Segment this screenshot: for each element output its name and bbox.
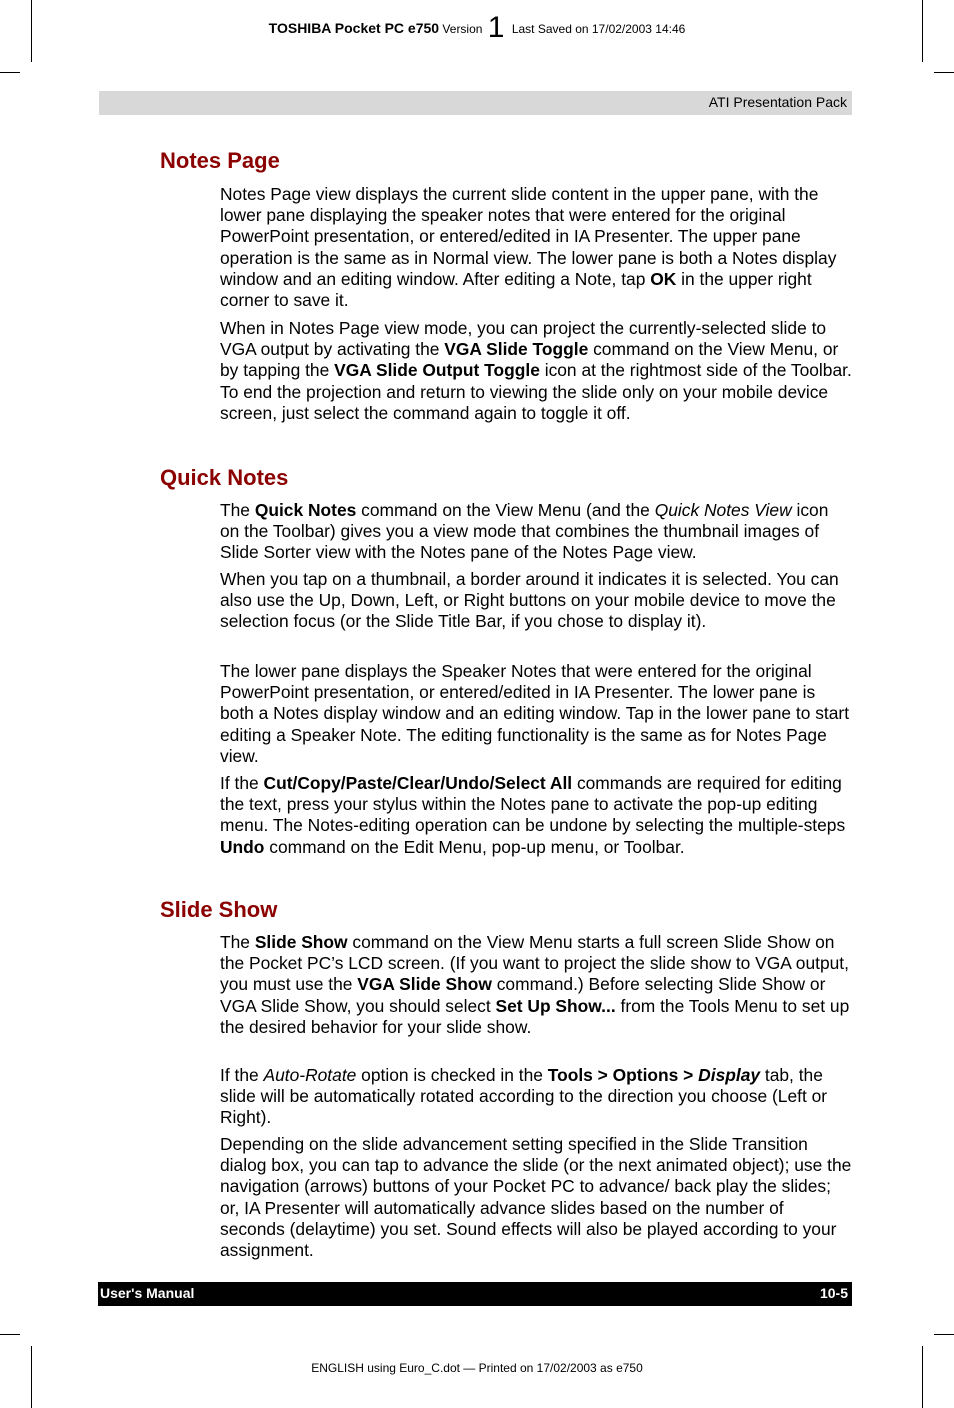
section-heading: Notes Page [160, 148, 280, 173]
version-number: 1 [487, 11, 505, 44]
crop-mark [0, 72, 20, 73]
crop-mark [934, 1334, 954, 1335]
paragraph: Depending on the slide advancement setting specified in the Slide Transition dialog box, you can tap to advance the slide (or the next animated object); use the navigation (arrows) buttons of your Pocket PC to advance/ back play the slides; or, IA Presenter will automatically advance slides based on the number of seconds (delaytime) you set. Sound effects will also be played according to your assignment. [220, 1134, 852, 1261]
section-heading: Quick Notes [160, 465, 289, 490]
header-section-title: ATI Presentation Pack [708, 94, 847, 110]
page-number: 10-5 [819, 1285, 848, 1301]
crop-mark [934, 72, 954, 73]
section-heading: Slide Show [160, 897, 278, 922]
paragraph: The Quick Notes command on the View Menu (and the Quick Notes View icon on the Toolbar) gives you a view mode that combines the thumbnail images of Slide Sorter view with the Notes pane of the Notes Page view. [220, 500, 829, 563]
running-footer [98, 1282, 852, 1306]
paragraph: The lower pane displays the Speaker Notes that were entered for the original PowerPoint presentation, or entered/edited in IA Presenter. The lower pane is both a Notes display window and an editing window. Tap in the lower pane to start editing a Speaker Note. The editing functionality is the same as for Notes Page view. [220, 661, 850, 766]
paragraph: Notes Page view displays the current slide content in the upper pane, with the lower pane displaying the speaker notes that were entered for the original PowerPoint presentation, or entered/edited in IA Presenter. The upper pane operation is the same as in Normal view. The lower pane is both a Notes display window and an editing window. After editing a Note, tap OK in the upper right corner to save it. [220, 184, 837, 311]
document-meta-top [0, 11, 954, 44]
paragraph: If the Auto-Rotate option is checked in the Tools > Options > Display tab, the slide will be automatically rotated according to the direction you choose (Left or Right). [220, 1065, 828, 1128]
crop-mark [0, 1334, 20, 1335]
last-saved: Last Saved on 17/02/2003 14:46 [511, 22, 686, 36]
document-meta-bottom: ENGLISH using Euro_C.dot — Printed on 17/02/2003 as e750 [311, 1361, 643, 1375]
product-name: TOSHIBA Pocket PC e750 [268, 20, 440, 36]
paragraph: If the Cut/Copy/Paste/Clear/Undo/Select All commands are required for editing the text, press your stylus within the Notes pane to activate the pop-up editing menu. The Notes-editing operation can be undone by selecting the multiple-steps Undo command on the Edit Menu, pop-up menu, or Toolbar. [220, 773, 846, 857]
crop-mark [922, 1346, 923, 1408]
paragraph: When in Notes Page view mode, you can project the currently-selected slide to VGA output by activating the VGA Slide Toggle command on the View Menu, or by tapping the VGA Slide Output Toggle icon at the rightmost side of the Toolbar. To end the projection and return to viewing the slide only on your mobile device screen, just select the command again to toggle it off. [220, 318, 852, 423]
version-label: Version [442, 22, 483, 36]
footer-manual-label: User's Manual [100, 1285, 195, 1301]
running-header [99, 91, 852, 115]
paragraph: The Slide Show command on the View Menu starts a full screen Slide Show on the Pocket PC’s LCD screen. (If you want to project the slide show to VGA output, you must use the VGA Slide Show command.) Before selecting Slide Show or VGA Slide Show, you should select Set Up Show... from the Tools Menu to set up the desired behavior for your slide show. [220, 932, 850, 1037]
crop-mark [31, 1346, 32, 1408]
paragraph: When you tap on a thumbnail, a border around it indicates it is selected. You can also use the Up, Down, Left, or Right buttons on your mobile device to move the selection focus (or the Slide Title Bar, if you chose to display it). [220, 569, 839, 632]
